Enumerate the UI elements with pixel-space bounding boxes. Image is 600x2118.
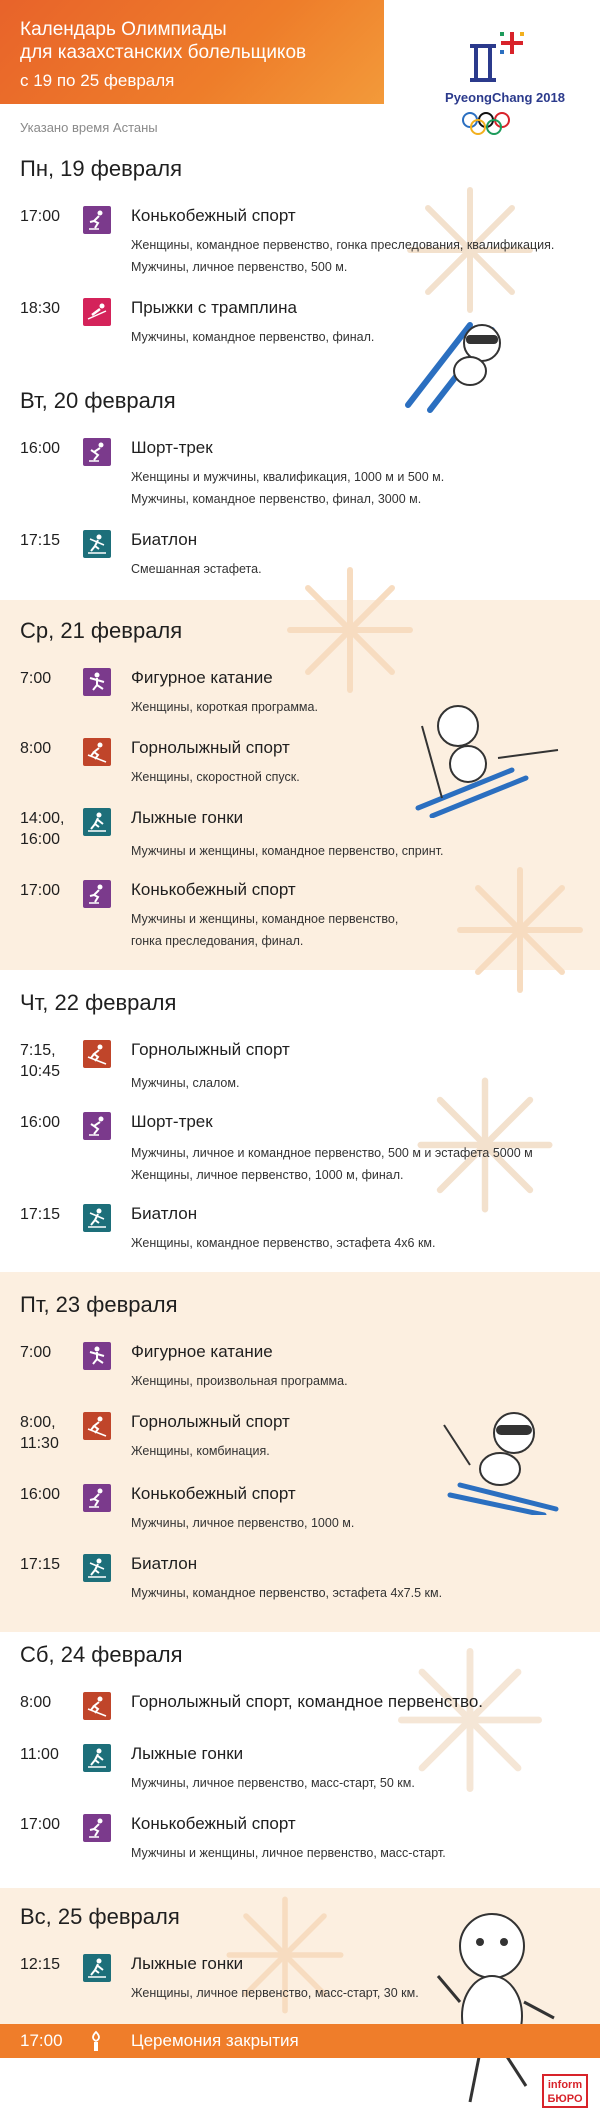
brand-line1: inform (547, 2079, 583, 2091)
brand-line2: БЮРО (547, 2093, 583, 2105)
event-sport: Конькобежный спорт (131, 880, 296, 899)
event-time: 17:00 (20, 882, 61, 899)
day-title-wed: Ср, 21 февраля (20, 618, 183, 643)
description-line: Женщины, личное первенство, 1000 м, финал. (131, 1168, 404, 1182)
event-description (131, 1142, 591, 1186)
alpine-skiing-icon (83, 738, 111, 766)
day-title-sat: Сб, 24 февраля (20, 1642, 183, 1667)
event-time-line: 10:45 (20, 1063, 61, 1080)
pyeongchang-logo (430, 24, 580, 136)
cross-country-icon (83, 808, 111, 836)
event-description (131, 558, 571, 580)
event-description (131, 326, 571, 348)
biathlon-icon (83, 530, 111, 558)
description-line: Женщины, произвольная программа. (131, 1374, 348, 1388)
event-sport: Биатлон (131, 1554, 198, 1573)
event-time (20, 1412, 59, 1454)
event-time: 16:00 (20, 1486, 61, 1503)
event-description (131, 466, 571, 510)
day-title-mon: Пн, 19 февраля (20, 156, 183, 181)
event-time: 16:00 (20, 440, 61, 457)
closing-label: Церемония закрытия (131, 2031, 299, 2050)
event-sport: Фигурное катание (131, 668, 273, 687)
mascot-ski-jumping-icon (400, 305, 520, 415)
description-line: Женщины и мужчины, квалификация, 1000 м и 500 м. (131, 470, 445, 484)
description-line: Смешанная эстафета. (131, 562, 262, 576)
alpine-skiing-icon (83, 1692, 111, 1720)
event-description (131, 1512, 571, 1534)
alpine-skiing-icon (83, 1040, 111, 1068)
description-line: Женщины, скоростной спуск. (131, 770, 300, 784)
event-time-line: 11:30 (20, 1435, 59, 1452)
event-description (131, 766, 571, 788)
closing-time: 17:00 (20, 2031, 63, 2050)
event-time: 17:15 (20, 532, 61, 549)
event-time: 17:15 (20, 1556, 61, 1573)
description-line: Мужчины, личное первенство, масс-старт, 50 км. (131, 1776, 415, 1790)
event-sport: Лыжные гонки (131, 1954, 244, 1973)
event-time-line: 14:00, (20, 810, 65, 827)
event-time-line: 7:15, (20, 1042, 56, 1059)
event-time: 8:00 (20, 740, 52, 757)
event-time: 7:00 (20, 1344, 52, 1361)
description-line: Мужчины, личное и командное первенство, 500 м и эстафета 5000 м (131, 1146, 533, 1160)
event-sport: Конькобежный спорт (131, 1814, 296, 1833)
figure-skating-icon (83, 668, 111, 696)
biathlon-icon (83, 1204, 111, 1232)
event-time: 11:00 (20, 1746, 59, 1763)
description-line: Женщины, комбинация. (131, 1444, 270, 1458)
description-line: Мужчины, командное первенство, финал, 3000 м. (131, 492, 422, 506)
event-sport: Конькобежный спорт (131, 206, 296, 225)
event-time: 16:00 (20, 1114, 61, 1131)
event-sport: Горнолыжный спорт, командное первенство. (131, 1692, 484, 1711)
description-line: Женщины, короткая программа. (131, 700, 318, 714)
day-title-tue: Вт, 20 февраля (20, 388, 176, 413)
event-sport: Биатлон (131, 530, 198, 549)
event-sport: Биатлон (131, 1204, 198, 1223)
day-title-fri: Пт, 23 февраля (20, 1292, 178, 1317)
description-line: Мужчины, слалом. (131, 1076, 240, 1090)
description-line: Мужчины, командное первенство, финал. (131, 330, 375, 344)
figure-skating-icon (83, 1342, 111, 1370)
event-sport: Горнолыжный спорт (131, 1412, 290, 1431)
event-time: 18:30 (20, 300, 61, 317)
event-description (131, 908, 571, 952)
event-time: 7:00 (20, 670, 52, 687)
event-description (131, 1232, 571, 1254)
description-line: Мужчины и женщины, личное первенство, масс-старт. (131, 1846, 446, 1860)
description-line: Мужчины, личное первенство, 500 м. (131, 260, 348, 274)
biathlon-icon (83, 1554, 111, 1582)
alpine-skiing-icon (83, 1412, 111, 1440)
event-time: 17:00 (20, 1816, 61, 1833)
description-line: Женщины, командное первенство, гонка преследования, квалификация. (131, 238, 555, 252)
event-description (131, 1982, 571, 2004)
short-track-icon (83, 1112, 111, 1140)
header-dates: с 19 по 25 февраля (20, 71, 175, 90)
description-line: гонка преследования, финал. (131, 934, 304, 948)
event-sport: Лыжные гонки (131, 808, 244, 827)
description-line: Мужчины и женщины, командное первенство, спринт. (131, 844, 444, 858)
event-time-line: 8:00, (20, 1414, 56, 1431)
header-title-line1: Календарь Олимпиады (20, 19, 227, 40)
event-description (131, 1842, 571, 1864)
event-description (131, 696, 571, 718)
speed-skating-icon (83, 206, 111, 234)
event-sport: Горнолыжный спорт (131, 1040, 290, 1059)
day-title-thu: Чт, 22 февраля (20, 990, 177, 1015)
event-time (20, 808, 64, 850)
speed-skating-icon (83, 880, 111, 908)
event-sport: Фигурное катание (131, 1342, 273, 1361)
event-description (131, 1772, 571, 1794)
olympic-emblem-icon (430, 24, 580, 136)
event-sport: Прыжки с трамплина (131, 298, 297, 317)
cross-country-icon (83, 1954, 111, 1982)
short-track-icon (83, 438, 111, 466)
inform-buro-logo (542, 2074, 588, 2108)
header-banner (0, 0, 384, 104)
event-time (20, 1040, 60, 1082)
description-line: Женщины, личное первенство, масс-старт, 30 км. (131, 1986, 419, 2000)
event-description (131, 1370, 571, 1392)
torch-icon (86, 2030, 106, 2052)
snowflake-decoration-icon (280, 560, 420, 700)
event-sport: Конькобежный спорт (131, 1484, 296, 1503)
event-sport: Лыжные гонки (131, 1744, 244, 1763)
event-sport: Шорт-трек (131, 438, 213, 457)
event-sport: Горнолыжный спорт (131, 738, 290, 757)
description-line: Мужчины, командное первенство, эстафета 4х7.5 км. (131, 1586, 443, 1600)
description-line: Мужчины и женщины, командное первенство, (131, 912, 399, 926)
logo-text: PyeongChang 2018 (445, 90, 565, 105)
event-description (131, 1072, 571, 1094)
event-time: 8:00 (20, 1694, 52, 1711)
event-description (131, 840, 571, 862)
closing-ceremony-bar (0, 2024, 600, 2058)
event-description (131, 234, 571, 278)
speed-skating-icon (83, 1814, 111, 1842)
event-time: 12:15 (20, 1956, 61, 1973)
event-time-line: 16:00 (20, 831, 61, 848)
day-title-sun: Вс, 25 февраля (20, 1904, 180, 1929)
event-sport: Шорт-трек (131, 1112, 213, 1131)
speed-skating-icon (83, 1484, 111, 1512)
cross-country-icon (83, 1744, 111, 1772)
description-line: Женщины, командное первенство, эстафета 4х6 км. (131, 1236, 436, 1250)
event-time: 17:00 (20, 208, 61, 225)
event-description (131, 1582, 571, 1604)
timezone-note: Указано время Астаны (20, 120, 158, 135)
ski-jumping-icon (83, 298, 111, 326)
event-description (131, 1440, 571, 1462)
event-time: 17:15 (20, 1206, 61, 1223)
description-line: Мужчины, личное первенство, 1000 м. (131, 1516, 355, 1530)
header-title-line2: для казахстанских болельщиков (20, 42, 307, 63)
